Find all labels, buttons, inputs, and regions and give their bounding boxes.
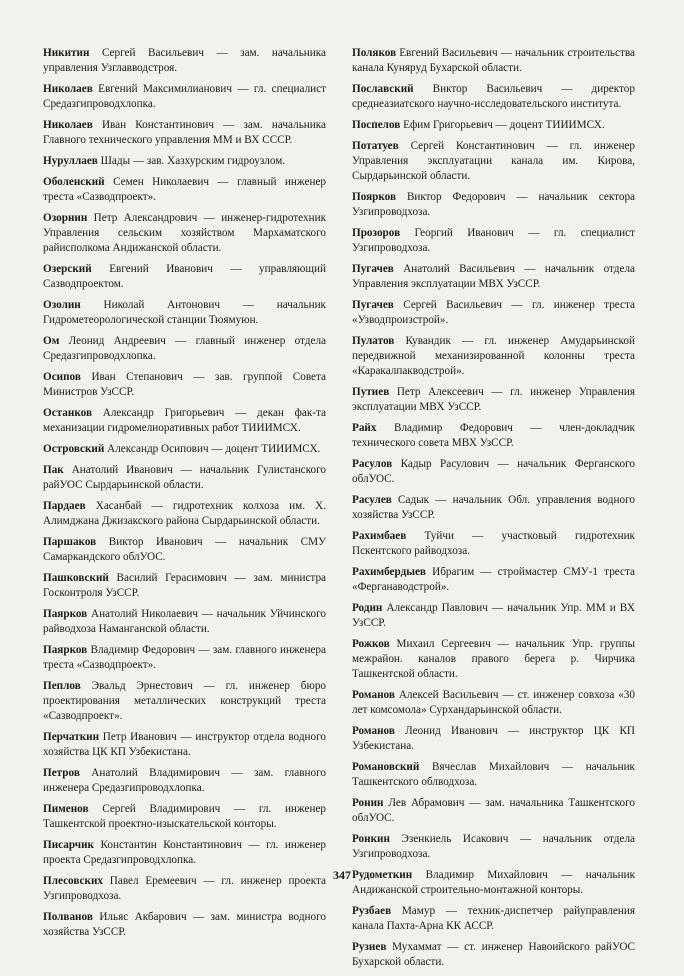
entry-surname: Рожков bbox=[352, 638, 390, 650]
entry-description: Шады — зав. Хазхурским гидроузлом. bbox=[100, 155, 286, 167]
directory-entry bbox=[352, 139, 635, 184]
directory-entry bbox=[352, 904, 635, 934]
directory-entry bbox=[43, 463, 326, 493]
directory-entry bbox=[43, 607, 326, 637]
entry-description: Туйчи — участковый гидротехник Пскентского райводхоза. bbox=[352, 530, 635, 557]
entry-surname: Романов bbox=[352, 725, 395, 737]
directory-entry bbox=[352, 493, 635, 523]
entry-surname: Останков bbox=[43, 407, 92, 419]
entry-description: Владимир Федорович — зам. главного инженера треста «Сазводпроект». bbox=[43, 644, 326, 671]
entry-surname: Пулатов bbox=[352, 335, 395, 347]
directory-entry bbox=[352, 190, 635, 220]
entry-description: Александр Осипович — доцент ТИИИМСХ. bbox=[107, 443, 321, 455]
directory-entry bbox=[352, 298, 635, 328]
entry-description: Ильяс Акбарович — зам. министра водного хозяйства УзССР. bbox=[43, 911, 327, 938]
entry-surname: Романов bbox=[352, 689, 395, 701]
entry-surname: Писарчик bbox=[43, 839, 94, 851]
entry-surname: Родин bbox=[352, 602, 383, 614]
directory-entry bbox=[352, 688, 635, 718]
entry-surname: Полванов bbox=[43, 911, 93, 923]
entry-description: Виктор Васильевич — директор среднеазиатского научно-исследовательского института. bbox=[352, 83, 635, 110]
entry-description: Николай Антонович — начальник Гидрометеорологической станции Тюямуюн. bbox=[43, 299, 326, 326]
page-number: 347 bbox=[333, 868, 351, 882]
directory-entry bbox=[43, 535, 326, 565]
entry-description: Вячеслав Михайлович — начальник Ташкентского облводхоза. bbox=[352, 761, 635, 788]
entry-description: Иван Константинович — зам. начальника Главного технического управления ММ и ВХ СССР. bbox=[43, 119, 327, 146]
directory-entry bbox=[43, 766, 326, 796]
entry-surname: Николаев bbox=[43, 83, 93, 95]
entry-surname: Нуруллаев bbox=[43, 155, 98, 167]
entry-surname: Потатуев bbox=[352, 140, 399, 152]
directory-entry bbox=[43, 499, 326, 529]
directory-entry bbox=[43, 46, 326, 76]
directory-entry bbox=[43, 910, 326, 940]
entry-surname: Поярков bbox=[352, 191, 397, 203]
directory-entry bbox=[43, 118, 326, 148]
directory-entry bbox=[352, 262, 635, 292]
entry-description: Евгений Васильевич — начальник строительства канала Кунярyд Бухарской области. bbox=[352, 47, 635, 74]
directory-entry bbox=[352, 796, 635, 826]
entry-surname: Пак bbox=[43, 464, 64, 476]
directory-entry bbox=[352, 421, 635, 451]
directory-entry bbox=[352, 760, 635, 790]
entry-description: Павел Еремеевич — гл. инженер проекта Узгипроводхоза. bbox=[43, 875, 326, 902]
directory-entry bbox=[352, 82, 635, 112]
entry-surname: Пименов bbox=[43, 803, 89, 815]
directory-entry bbox=[43, 211, 326, 256]
entry-surname: Николаев bbox=[43, 119, 93, 131]
entry-surname: Райх bbox=[352, 422, 377, 434]
entry-description: Сергей Владимирович — гл. инженер Ташкентской проектно-изыскательской конторы. bbox=[43, 803, 327, 830]
directory-entry bbox=[352, 940, 635, 970]
entry-surname: Ом bbox=[43, 335, 60, 347]
directory-entry bbox=[352, 529, 635, 559]
entry-description: Леонид Андреевич — главный инженер отдела Средазгипроводхлопка. bbox=[43, 335, 327, 362]
entry-description: Кадыр Расулович — начальник Ферганского облУОС. bbox=[352, 458, 635, 485]
entry-description: Евгений Максимилианович — гл. специалист Средазгипроводхлопка. bbox=[43, 83, 327, 110]
entry-surname: Озолин bbox=[43, 299, 81, 311]
entry-surname: Рузиев bbox=[352, 941, 387, 953]
entry-description: Мамур — техник-диспетчер райуправления канала Пахта-Арна КК АССР. bbox=[352, 905, 636, 932]
entry-description: Анатолий Николаевич — начальник Уйчинского райводхоза Наманганской области. bbox=[43, 608, 326, 635]
entry-surname: Паярков bbox=[43, 608, 88, 620]
directory-entry bbox=[43, 571, 326, 601]
entry-description: Садык — начальник Обл. управления водного хозяйства УзССР. bbox=[352, 494, 635, 521]
entry-surname: Оболенский bbox=[43, 176, 105, 188]
entry-description: Василий Герасимович — зам. министра Госконтроля УзССР. bbox=[43, 572, 326, 599]
entry-surname: Озерский bbox=[43, 263, 92, 275]
directory-entry bbox=[352, 724, 635, 754]
entry-description: Евгений Иванович — управляющий Сазводпроектом. bbox=[43, 263, 327, 290]
directory-entry bbox=[352, 334, 635, 379]
entry-description: Константин Константинович — гл. инженер проекта Средазгипроводхлопка. bbox=[43, 839, 326, 866]
entry-surname: Пеплов bbox=[43, 680, 81, 692]
entry-surname: Расулов bbox=[352, 458, 393, 470]
directory-entry bbox=[352, 601, 635, 631]
entry-description: Анатолий Васильевич — начальник отдела Управления эксплуатации МВХ УзССР. bbox=[352, 263, 635, 290]
entry-description: Эзенкиель Исакович — начальник отдела Узгипроводхоза. bbox=[352, 833, 635, 860]
entry-description: Эвальд Эрнестович — гл. инженер бюро проектирования металлических конструкций треста «Сазводпроект». bbox=[43, 680, 327, 722]
directory-entry bbox=[43, 298, 326, 328]
entry-surname: Путиев bbox=[352, 386, 390, 398]
directory-entry bbox=[43, 262, 326, 292]
entry-description: Анатолий Иванович — начальник Гулистанского райУОС Сырдарьинской области. bbox=[43, 464, 327, 491]
directory-entry bbox=[43, 370, 326, 400]
entry-surname: Пардаев bbox=[43, 500, 86, 512]
entry-description: Леонид Иванович — инструктор ЦК КП Узбекистана. bbox=[352, 725, 635, 752]
entry-surname: Рудометкин bbox=[352, 869, 413, 881]
directory-entry bbox=[43, 442, 326, 457]
entry-description: Виктор Иванович — начальник СМУ Самаркандского облУОС. bbox=[43, 536, 326, 563]
entry-surname: Островский bbox=[43, 443, 105, 455]
entry-description: Кувандик — гл. инженер Амударьинской передвижной механизированной колонны треста «Каракалпакводстрой». bbox=[352, 335, 636, 377]
left-column bbox=[43, 46, 326, 946]
entry-description: Семен Николаевич — главный инженер треста «Сазводпроект». bbox=[43, 176, 326, 203]
directory-entry bbox=[43, 679, 326, 724]
entry-description: Петр Иванович — инструктор отдела водного хозяйства ЦК КП Узбекистана. bbox=[43, 731, 327, 758]
entry-description: Георгий Иванович — гл. специалист Узгипроводхоза. bbox=[352, 227, 635, 254]
entry-surname: Озорнин bbox=[43, 212, 88, 224]
entry-description: Владимир Федорович — член-докладчик технического совета МВХ УзССР. bbox=[352, 422, 635, 449]
entry-description: Анатолий Владимирович — зам. главного инженера Средазгипроводхлопка. bbox=[43, 767, 326, 794]
entry-surname: Никитин bbox=[43, 47, 90, 59]
entry-surname: Романовский bbox=[352, 761, 420, 773]
entry-description: Мухаммат — ст. инженер Навоийского райУОС Бухарской области. bbox=[352, 941, 635, 968]
entry-surname: Рахимбердыев bbox=[352, 566, 426, 578]
entry-surname: Прозоров bbox=[352, 227, 401, 239]
entry-description: Виктор Федорович — начальник сектора Узгипроводхоза. bbox=[352, 191, 636, 218]
right-column bbox=[352, 46, 635, 976]
entry-surname: Пославский bbox=[352, 83, 414, 95]
entry-surname: Ронкин bbox=[352, 833, 390, 845]
directory-entry bbox=[43, 730, 326, 760]
entry-surname: Осипов bbox=[43, 371, 81, 383]
entry-surname: Пугачев bbox=[352, 263, 394, 275]
entry-surname: Ронин bbox=[352, 797, 384, 809]
entry-surname: Рахимбаев bbox=[352, 530, 407, 542]
directory-entry bbox=[43, 175, 326, 205]
entry-description: Ефим Григорьевич — доцент ТИИИМСХ. bbox=[403, 119, 605, 131]
directory-entry bbox=[43, 82, 326, 112]
entry-surname: Плесовских bbox=[43, 875, 103, 887]
entry-description: Сергей Константинович — гл. инженер Управления эксплуатации канала им. Кирова, Сырдарьинской области. bbox=[352, 140, 635, 182]
directory-entry bbox=[352, 385, 635, 415]
entry-surname: Паршаков bbox=[43, 536, 97, 548]
directory-entry bbox=[352, 226, 635, 256]
entry-description: Александр Павлович — начальник Упр. ММ и ВХ УзССР. bbox=[352, 602, 636, 629]
entry-surname: Петров bbox=[43, 767, 80, 779]
directory-entry bbox=[352, 637, 635, 682]
directory-entry bbox=[43, 643, 326, 673]
entry-description: Ибрагим — строймастер СМУ-1 треста «Ферганаводстрой». bbox=[352, 566, 635, 593]
entry-description: Иван Степанович — зав. группой Совета Министров УзССР. bbox=[43, 371, 326, 398]
directory-entry bbox=[352, 118, 635, 133]
entry-surname: Пугачев bbox=[352, 299, 394, 311]
entry-surname: Пашковский bbox=[43, 572, 109, 584]
entry-surname: Рузбаев bbox=[352, 905, 392, 917]
entry-description: Михаил Сергеевич — начальник Упр. группы межрайон. каналов правого берега р. Чирчика Ташкентской области. bbox=[352, 638, 635, 680]
entry-description: Петр Алексеевич — гл. инженер Управления эксплуатации МВХ УзССР. bbox=[352, 386, 635, 413]
directory-entry bbox=[352, 46, 635, 76]
entry-description: Александр Григорьевич — декан фак-та механизации гидромелиоративных работ ТИИИМСХ. bbox=[43, 407, 327, 434]
entry-description: Хасанбай — гидротехник колхоза им. Х. Алимджана Джизакского района Сырдарьинской области. bbox=[43, 500, 327, 527]
directory-entry bbox=[43, 406, 326, 436]
entry-description: Владимир Михайлович — начальник Андижанской строительно-монтажной конторы. bbox=[352, 869, 636, 896]
entry-surname: Расулев bbox=[352, 494, 392, 506]
entry-description: Сергей Васильевич — гл. инженер треста «Узводпроизстрой». bbox=[352, 299, 635, 326]
directory-entry bbox=[352, 457, 635, 487]
directory-entry bbox=[43, 838, 326, 868]
entry-surname: Поспелов bbox=[352, 119, 401, 131]
directory-entry bbox=[352, 565, 635, 595]
entry-surname: Перчаткин bbox=[43, 731, 100, 743]
directory-entry bbox=[352, 832, 635, 862]
entry-surname: Паярков bbox=[43, 644, 88, 656]
directory-entry bbox=[43, 334, 326, 364]
directory-entry bbox=[43, 802, 326, 832]
entry-description: Петр Александрович — инженер-гидротехник Управления сельским хозяйством Мархаматского райисполкома Андижанской области. bbox=[43, 212, 327, 254]
entry-surname: Поляков bbox=[352, 47, 397, 59]
entry-description: Сергей Васильевич — зам. начальника управления Узглавводстроя. bbox=[43, 47, 327, 74]
entry-description: Алексей Васильевич — ст. инженер совхоза «30 лет комсомола» Сурхандарьинской области. bbox=[352, 689, 635, 716]
directory-entry bbox=[43, 154, 326, 169]
entry-description: Лев Абрамович — зам. начальника Ташкентского облУОС. bbox=[352, 797, 636, 824]
